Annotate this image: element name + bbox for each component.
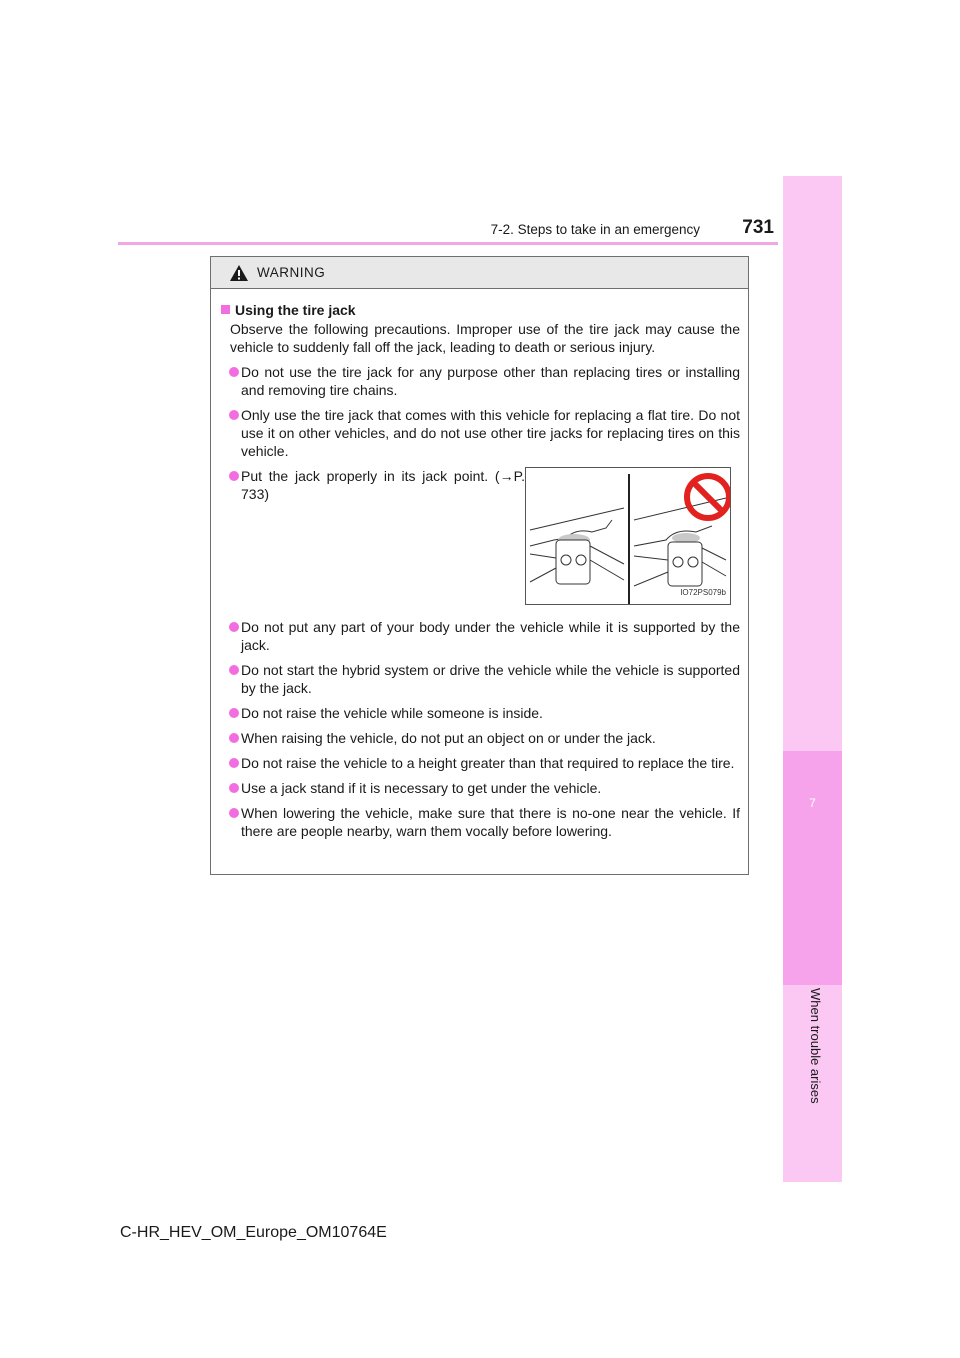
warning-triangle-icon <box>229 264 249 282</box>
bullet-dot-icon <box>229 733 239 743</box>
section-title: 7-2. Steps to take in an emergency <box>490 222 700 237</box>
bullet-text: Put the jack properly in its jack point. (→P. 733) <box>241 468 525 502</box>
list-item <box>221 406 740 460</box>
page-number: 731 <box>742 217 774 238</box>
bullet-text: Do not use the tire jack for any purpose other than replacing tires or installing and removing tire chains. <box>241 364 740 398</box>
bullet-text: When lowering the vehicle, make sure that there is no-one near the vehicle. If there are people nearby, warn them vocally before lowering. <box>241 805 740 839</box>
manual-code: C-HR_HEV_OM_Europe_OM10764E <box>120 1224 387 1241</box>
figure-row <box>221 467 740 605</box>
bullet-dot-icon <box>229 758 239 768</box>
list-item <box>221 467 525 605</box>
bullet-text: When raising the vehicle, do not put an object on or under the jack. <box>241 730 656 746</box>
jack-point-illustration <box>525 467 731 605</box>
topic-text: Using the tire jack <box>235 302 356 318</box>
bullet-dot-icon <box>229 367 239 377</box>
intro-text: Observe the following precautions. Improper use of the tire jack may cause the vehicle to suddenly fall off the jack, leading to death or serious injury. <box>230 321 740 355</box>
figure-code: IO72PS079b <box>680 588 726 597</box>
list-item <box>221 729 740 747</box>
bullet-dot-icon <box>229 783 239 793</box>
header-rule <box>118 242 778 245</box>
bullet-list-top <box>221 363 740 460</box>
bullet-text: Do not raise the vehicle while someone is inside. <box>241 705 543 721</box>
bullet-text: Only use the tire jack that comes with this vehicle for replacing a flat tire. Do not use it on other vehicles, and do not use other tire jacks for replacing tires on this vehicle. <box>241 407 740 459</box>
prohibition-icon <box>687 476 729 518</box>
list-item <box>221 704 740 722</box>
bullet-list-bottom <box>221 618 740 840</box>
bullet-dot-icon <box>229 808 239 818</box>
bullet-dot-icon <box>229 410 239 420</box>
bullet-text: Use a jack stand if it is necessary to get under the vehicle. <box>241 780 602 796</box>
chapter-number: 7 <box>809 796 816 810</box>
list-item <box>221 661 740 697</box>
list-item <box>221 754 740 772</box>
warning-body <box>211 289 748 840</box>
bullet-dot-icon <box>229 665 239 675</box>
chapter-side-tab <box>783 176 842 1182</box>
list-item <box>221 779 740 797</box>
bullet-dot-icon <box>229 708 239 718</box>
chapter-title: When trouble arises <box>808 988 823 1104</box>
bullet-text: Do not put any part of your body under the vehicle while it is supported by the jack. <box>241 619 740 653</box>
warning-box <box>210 256 749 875</box>
list-item <box>221 363 740 399</box>
warning-label: WARNING <box>257 265 326 280</box>
topic-heading <box>221 301 740 319</box>
bullet-text: Do not start the hybrid system or drive the vehicle while the vehicle is supported by the jack. <box>241 662 740 696</box>
square-bullet-icon <box>221 305 230 314</box>
bullet-text: Do not raise the vehicle to a height greater than that required to replace the tire. <box>241 755 735 771</box>
bullet-dot-icon <box>229 471 239 481</box>
list-item <box>221 804 740 840</box>
bullet-dot-icon <box>229 622 239 632</box>
warning-header <box>211 257 748 289</box>
list-item <box>221 618 740 654</box>
chapter-highlight <box>783 751 842 985</box>
